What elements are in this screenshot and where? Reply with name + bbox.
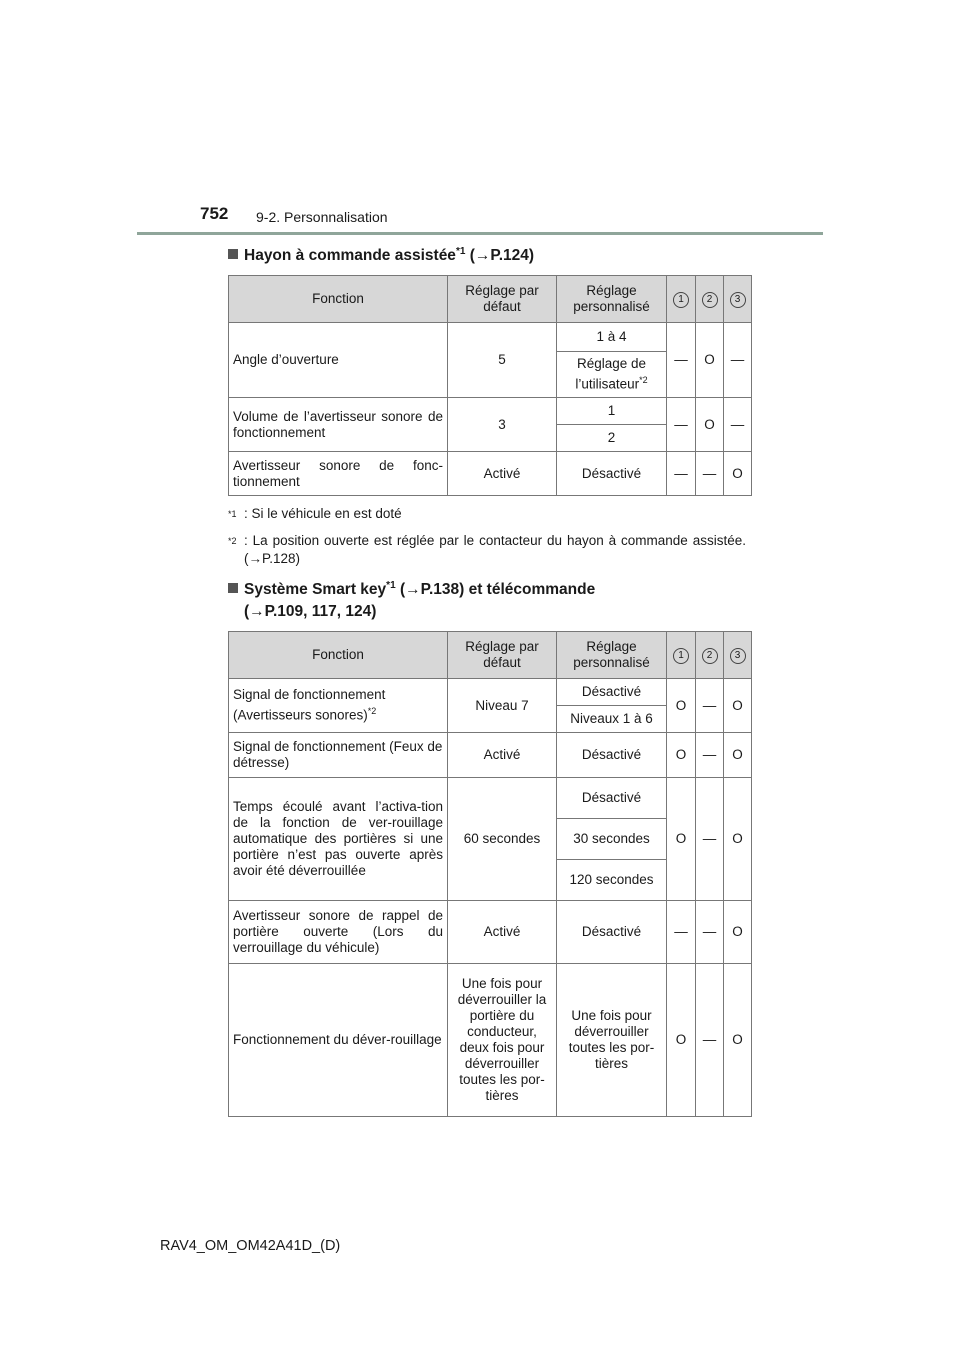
- header-col-2: [696, 276, 724, 323]
- cell-defaut: 60 secondes: [448, 778, 557, 901]
- settings-table-hayon: [228, 275, 752, 496]
- chapter-title: 9-2. Personnalisation: [256, 209, 388, 225]
- cell-col-1: O: [667, 733, 696, 778]
- footnote-mark: *1: [386, 580, 396, 591]
- cell-col-1: —: [667, 452, 696, 496]
- footnote-2: [228, 532, 746, 568]
- table-row: [229, 398, 752, 425]
- cell-perso: 1: [557, 398, 667, 425]
- cell-defaut: Une fois pour déverrouiller la portière du conducteur, deux fois pour déverrouiller toutes les por-tières: [448, 964, 557, 1117]
- cell-perso: 1 à 4: [557, 323, 667, 352]
- cell-defaut: Activé: [448, 452, 557, 496]
- header-defaut: Réglage par défaut: [448, 632, 557, 679]
- cell-perso: 30 secondes: [557, 819, 667, 860]
- cell-col-2: —: [696, 679, 724, 733]
- cell-defaut: 3: [448, 398, 557, 452]
- cell-fonction: Angle d’ouverture: [229, 323, 448, 398]
- cell-defaut: Activé: [448, 901, 557, 964]
- cell-col-2: —: [696, 452, 724, 496]
- document-code: RAV4_OM_OM42A41D_(D): [160, 1238, 341, 1254]
- cell-col-3: O: [724, 901, 752, 964]
- circled-number-2-icon: 2: [702, 648, 718, 664]
- cell-perso: [557, 352, 667, 398]
- page-reference: (→P.124): [469, 247, 535, 265]
- footnote-1-text: : Si le véhicule en est doté: [244, 506, 402, 521]
- circled-number-3-icon: 3: [730, 648, 746, 664]
- cell-col-3: O: [724, 964, 752, 1117]
- cell-perso: Désactivé: [557, 679, 667, 706]
- header-col-2: [696, 632, 724, 679]
- header-perso: Réglage personnalisé: [557, 276, 667, 323]
- cell-defaut: 5: [448, 323, 557, 398]
- square-bullet-icon: [228, 583, 238, 593]
- cell-perso: Une fois pour déverrouiller toutes les por-tières: [557, 964, 667, 1117]
- header-col-1: [667, 632, 696, 679]
- header-col-3: [724, 276, 752, 323]
- footnote-mark: *2: [639, 375, 648, 386]
- page-reference-2: (→P.109, 117, 124): [244, 603, 377, 621]
- cell-col-2: O: [696, 323, 724, 398]
- footnote-mark: *2: [367, 706, 377, 717]
- cell-defaut: Niveau 7: [448, 679, 557, 733]
- cell-perso: 2: [557, 425, 667, 452]
- cell-perso: Niveaux 1 à 6: [557, 706, 667, 733]
- cell-col-3: —: [724, 323, 752, 398]
- cell-perso-text: Réglage de l’utilisateur: [575, 356, 647, 392]
- footnote-mark: *1: [455, 246, 466, 257]
- cell-fonction-text: Signal de fonctionnement (Avertisseurs sonores): [233, 687, 386, 723]
- settings-table-smart-key: [228, 631, 752, 1117]
- header-rule: [137, 232, 823, 235]
- section-title: Système Smart key: [244, 581, 387, 599]
- square-bullet-icon: [228, 249, 238, 259]
- cell-fonction: Fonctionnement du déver-rouillage: [229, 964, 448, 1117]
- table-header-row: [229, 632, 752, 679]
- table-row: [229, 323, 752, 352]
- table-row: [229, 452, 752, 496]
- cell-col-1: O: [667, 679, 696, 733]
- cell-fonction: [229, 679, 448, 733]
- cell-perso: Désactivé: [557, 733, 667, 778]
- cell-col-2: —: [696, 964, 724, 1117]
- table-row: [229, 679, 752, 706]
- cell-col-2: —: [696, 778, 724, 901]
- header-col-1: [667, 276, 696, 323]
- cell-col-3: —: [724, 398, 752, 452]
- cell-perso: Désactivé: [557, 452, 667, 496]
- cell-col-3: O: [724, 733, 752, 778]
- cell-col-3: O: [724, 452, 752, 496]
- cell-perso: Désactivé: [557, 778, 667, 819]
- table-header-row: [229, 276, 752, 323]
- cell-col-2: —: [696, 901, 724, 964]
- cell-defaut: Activé: [448, 733, 557, 778]
- cell-perso: 120 secondes: [557, 860, 667, 901]
- circled-number-1-icon: 1: [673, 648, 689, 664]
- table-row: [229, 778, 752, 819]
- cell-col-1: O: [667, 964, 696, 1117]
- cell-col-3: O: [724, 778, 752, 901]
- header-defaut: Réglage par défaut: [448, 276, 557, 323]
- cell-fonction: Temps écoulé avant l’activa-tion de la fonction de ver-rouillage automatique des portières si une portière n’est pas ouverte après avoir été déverrouillée: [229, 778, 448, 901]
- header-fonction: Fonction: [229, 632, 448, 679]
- cell-fonction: Avertisseur sonore de rappel de portière ouverte (Lors du verrouillage du véhicule): [229, 901, 448, 964]
- footnote-2-mark: *2: [228, 536, 237, 546]
- cell-col-2: —: [696, 733, 724, 778]
- header-perso: Réglage personnalisé: [557, 632, 667, 679]
- footnote-1: [228, 505, 746, 523]
- footnote-1-mark: *1: [228, 509, 237, 519]
- circled-number-2-icon: 2: [702, 292, 718, 308]
- page-reference: (→P.138) et télécommande: [399, 581, 596, 599]
- footnote-2-text: : La position ouverte est réglée par le contacteur du hayon à commande assistée. (→P.128): [244, 533, 746, 566]
- circled-number-1-icon: 1: [673, 292, 689, 308]
- section-heading-smart-key: [228, 575, 595, 623]
- cell-fonction: Signal de fonctionnement (Feux de détresse): [229, 733, 448, 778]
- table-row: [229, 964, 752, 1117]
- header-col-3: [724, 632, 752, 679]
- cell-col-1: O: [667, 778, 696, 901]
- section-heading-hayon: [228, 241, 534, 267]
- cell-col-2: O: [696, 398, 724, 452]
- table-row: [229, 901, 752, 964]
- cell-fonction: Volume de l’avertisseur sonore de fonctionnement: [229, 398, 448, 452]
- cell-col-1: —: [667, 398, 696, 452]
- cell-col-3: O: [724, 679, 752, 733]
- cell-col-1: —: [667, 901, 696, 964]
- circled-number-3-icon: 3: [730, 292, 746, 308]
- section-title: Hayon à commande assistée: [244, 247, 456, 265]
- cell-fonction: Avertisseur sonore de fonc-tionnement: [229, 452, 448, 496]
- page-number: 752: [200, 204, 229, 223]
- cell-perso: Désactivé: [557, 901, 667, 964]
- header-fonction: Fonction: [229, 276, 448, 323]
- table-row: [229, 733, 752, 778]
- cell-col-1: —: [667, 323, 696, 398]
